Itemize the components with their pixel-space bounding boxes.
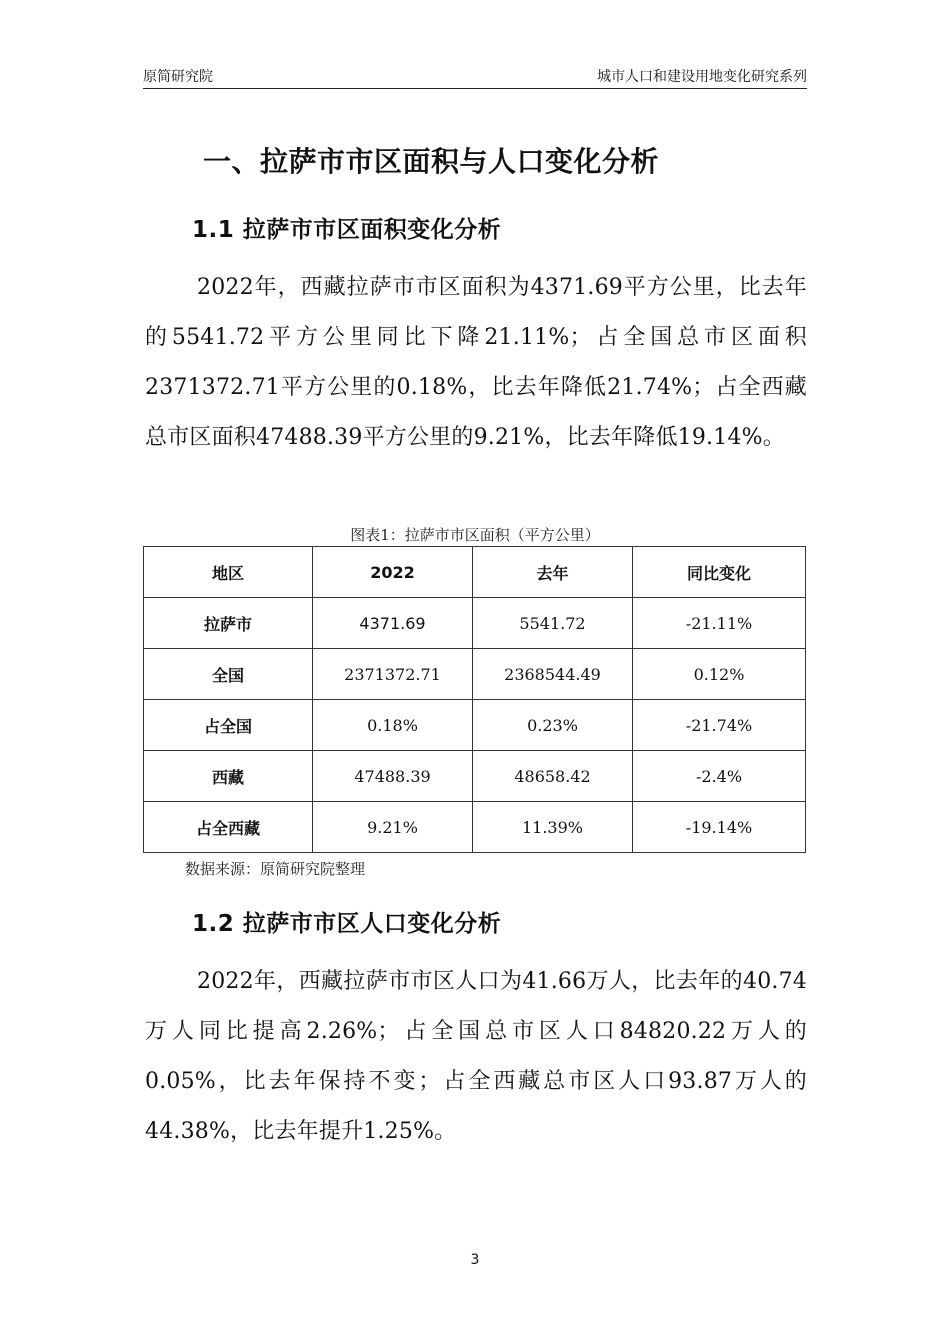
table-source-note: 数据来源：原简研究院整理 [185,860,366,878]
cell-2022: 0.18% [313,700,473,751]
page-number: 3 [470,1252,480,1268]
row-label: 拉萨市 [144,598,313,649]
cell-change: -21.11% [633,598,806,649]
population-paragraph: 2022年，西藏拉萨市市区人口为41.66万人，比去年的40.74万人同比提高2.26%；占全国总市区人口84820.22万人的0.05%，比去年保持不变；占全西藏总市区人口93.87万人的44.38%，比去年提升1.25%。 [145,969,807,1144]
cell-last-year: 48658.42 [473,751,633,802]
table-row [144,802,806,853]
page-header [143,62,807,89]
table-row [144,700,806,751]
table-row [144,751,806,802]
col-header-last-year: 去年 [473,547,633,598]
col-header-2022: 2022 [313,547,473,598]
cell-change: -19.14% [633,802,806,853]
header-series-title: 城市人口和建设用地变化研究系列 [597,69,807,85]
table-header-row [144,547,806,598]
area-table [143,546,806,853]
cell-2022: 2371372.71 [313,649,473,700]
header-org-name: 原简研究院 [143,69,213,85]
cell-change: 0.12% [633,649,806,700]
table-row [144,598,806,649]
cell-last-year: 5541.72 [473,598,633,649]
cell-change: -21.74% [633,700,806,751]
row-label: 占全西藏 [144,802,313,853]
cell-change: -2.4% [633,751,806,802]
row-label: 占全国 [144,700,313,751]
row-label: 全国 [144,649,313,700]
cell-last-year: 0.23% [473,700,633,751]
col-header-yoy-change: 同比变化 [633,547,806,598]
cell-2022: 9.21% [313,802,473,853]
section-heading-area: 1.1 拉萨市市区面积变化分析 [192,217,502,243]
page-title: 一、拉萨市市区面积与人口变化分析 [203,145,660,178]
area-paragraph: 2022年，西藏拉萨市市区面积为4371.69平方公里，比去年的5541.72平方公里同比下降21.11%；占全国总市区面积2371372.71平方公里的0.18%，比去年降低21.74%；占全西藏总市区面积47488.39平方公里的9.21%，比去年降低19.14%。 [145,275,807,450]
table-row [144,649,806,700]
section-heading-population: 1.2 拉萨市市区人口变化分析 [192,911,502,937]
cell-last-year: 11.39% [473,802,633,853]
table-caption: 图表1：拉萨市市区面积（平方公里） [350,526,600,544]
cell-2022: 4371.69 [313,598,473,649]
cell-last-year: 2368544.49 [473,649,633,700]
cell-2022: 47488.39 [313,751,473,802]
col-header-region: 地区 [144,547,313,598]
row-label: 西藏 [144,751,313,802]
